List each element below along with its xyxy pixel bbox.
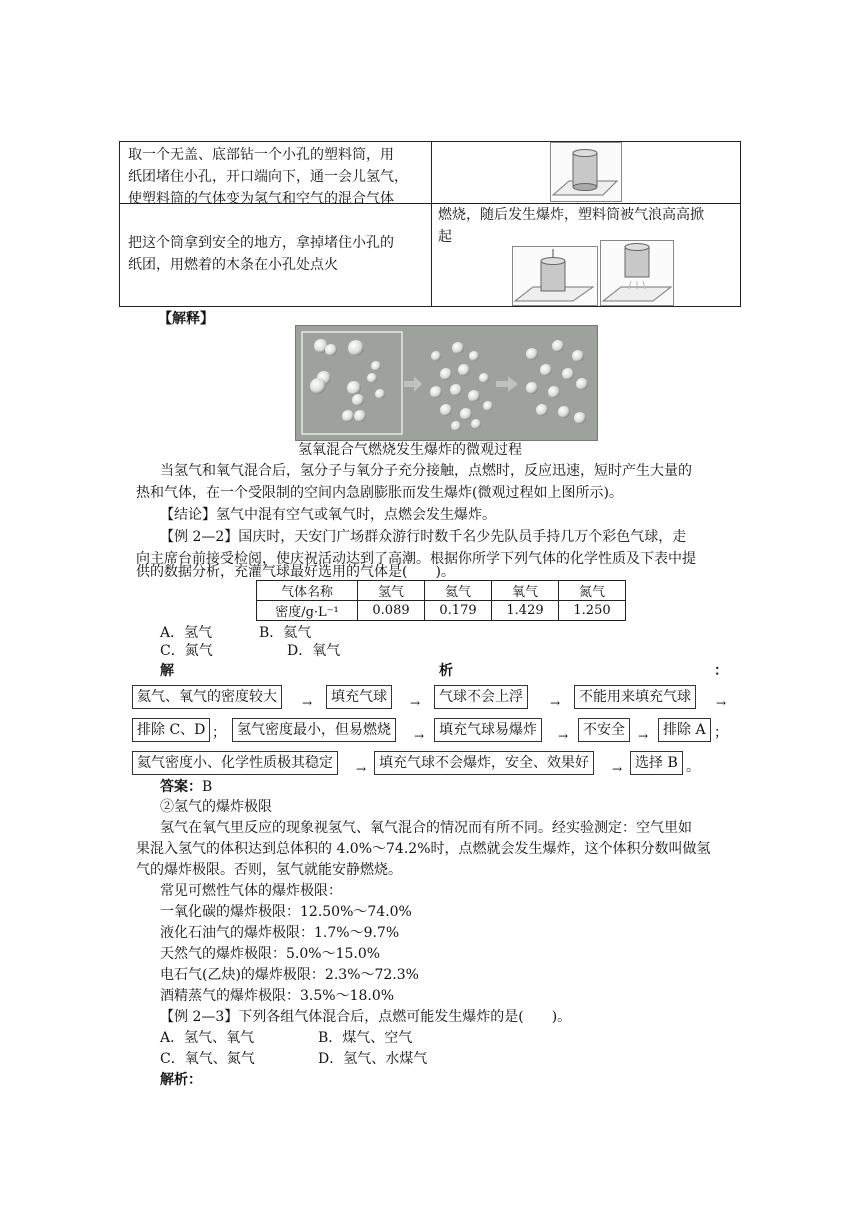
table-header-cell: 气体名称 (257, 581, 358, 601)
arrow-icon: → (550, 696, 561, 710)
example-3: 【例 2—3】下列各组气体混合后，点燃可能发生爆炸的是( )。 (160, 1009, 572, 1025)
example-2-line: 【例 2—2】国庆时，天安门广场群众游行时数千名少先队员手持几万个彩色气球，走 (160, 529, 687, 545)
paragraph-line: 当氢气和氧气混合后，氢分子与氧分子充分接触，点燃时，反应迅速，短时产生大量的 (160, 463, 692, 479)
option-b: B．氦气 (259, 625, 312, 641)
limit-item: 酒精蒸气的爆炸极限：3.5%～18.0% (160, 988, 395, 1004)
table-divider (431, 142, 432, 306)
separator: ； (714, 725, 728, 741)
row2-description (128, 232, 394, 276)
flow-box: 氦气、氧气的密度较大 (132, 685, 282, 709)
limit-item: 一氧化碳的爆炸极限：12.50%～74.0% (160, 904, 412, 920)
density-table (256, 580, 626, 621)
option-a: A．氢气 (160, 625, 213, 641)
analysis-label: 解析： (160, 1072, 202, 1088)
table-header-cell: 氧气 (492, 581, 559, 601)
table-cell: 1.250 (559, 601, 626, 621)
flow-box: 选择 B (630, 751, 683, 775)
flow-box: 不安全 (578, 718, 630, 742)
paragraph-line: 果混入氢气的体积达到总体积的 4.0%～74.2%时，点燃就会发生爆炸，这个体积分数叫做氢 (136, 841, 711, 857)
example-2-line: 供的数据分析，充灌气球最好选用的气体是( )。 (136, 564, 455, 580)
table-cell: 0.089 (358, 601, 425, 621)
answer (160, 778, 212, 796)
arrow-icon: → (558, 729, 569, 743)
arrow-icon: → (410, 696, 421, 710)
limit-item: 液化石油气的爆炸极限：1.7%～9.7% (160, 925, 400, 941)
flow-box: 不能用来填充气球 (574, 685, 696, 709)
paragraph-line: 氢气在氧气里反应的现象视氢气、氧气混合的情况而有所不同。经实验测定：空气里如 (160, 820, 692, 836)
text-line: 燃烧，随后发生爆炸，塑料筒被气浪高高掀 (438, 207, 704, 223)
arrow-icon: → (638, 729, 649, 743)
separator: 。 (686, 759, 700, 775)
option-b: B．煤气、空气 (318, 1030, 413, 1046)
flow-box: 排除 C、D (132, 718, 210, 742)
flow-box: 氢气密度最小，但易燃烧 (232, 718, 396, 742)
table-cell: 0.179 (425, 601, 492, 621)
paragraph-line: 热和气体，在一个受限制的空间内急剧膨胀而发生爆炸(微观过程如上图所示)。 (136, 485, 623, 501)
arrow-icon: → (356, 762, 367, 776)
table-header-cell: 氮气 (559, 581, 626, 601)
text-line: 纸团堵住小孔，开口端向下，通一会儿氢气， (128, 169, 408, 185)
option-a: A．氢气、氧气 (160, 1030, 255, 1046)
option-d: D．氧气 (287, 643, 341, 659)
limit-item: 天然气的爆炸极限：5.0%～15.0% (160, 946, 381, 962)
table-cell: 1.429 (492, 601, 559, 621)
table-row (257, 581, 626, 601)
ignition-image (512, 246, 598, 306)
paragraph-line: 气的爆炸极限。否则，氢气就能安静燃烧。 (136, 862, 402, 878)
flow-box: 气球不会上浮 (434, 685, 528, 709)
explain-heading: 【解释】 (158, 311, 214, 327)
option-d: D．氢气、水煤气 (318, 1051, 428, 1067)
table-header-cell: 氦气 (425, 581, 492, 601)
limit-item: 电石气(乙炔)的爆炸极限：2.3%～72.3% (160, 967, 419, 983)
option-c: C．氮气 (160, 643, 213, 659)
explosion-image (600, 240, 674, 306)
answer-value: B (202, 779, 213, 795)
row1-description (128, 144, 408, 210)
option-c: C．氧气、氮气 (160, 1051, 255, 1067)
flow-box: 氦气密度小、化学性质极其稳定 (132, 751, 338, 775)
text-line: 起 (438, 229, 452, 245)
arrow-icon: → (302, 696, 313, 710)
text-line: 使塑料筒的气体变为氢气和空气的混合气体 (128, 191, 394, 207)
micro-process-image (295, 325, 598, 441)
plastic-cylinder-image (550, 142, 622, 202)
experiment-table (119, 141, 741, 307)
answer-label: 答案： (160, 779, 202, 795)
arrow-icon: → (612, 762, 623, 776)
table-row (257, 601, 626, 621)
table-header-cell: 氢气 (358, 581, 425, 601)
flow-box: 填充气球不会爆炸，安全、效果好 (374, 751, 594, 775)
text-line: 取一个无盖、底部钻一个小孔的塑料筒，用 (128, 147, 394, 163)
separator: ； (212, 725, 226, 741)
analysis-label-colon: ： (714, 663, 728, 679)
section-heading: ②氢气的爆炸极限 (160, 799, 272, 815)
analysis-label-xi: 析 (439, 663, 453, 679)
flow-box: 排除 A (658, 718, 711, 742)
arrow-icon: → (716, 696, 727, 710)
example-2-line: 向主席台前接受检阅，使庆祝活动达到了高潮。根据你所学下列气体的化学性质及下表中提 (136, 551, 696, 567)
table-row-label: 密度/g·L⁻¹ (257, 601, 358, 621)
paragraph-line: 常见可燃性气体的爆炸极限： (160, 883, 342, 899)
flow-box: 填充气球 (326, 685, 392, 709)
text-line: 把这个筒拿到安全的地方，拿掉堵住小孔的 (128, 235, 394, 251)
text-line: 纸团，用燃着的木条在小孔处点火 (128, 257, 338, 273)
arrow-icon: → (414, 729, 425, 743)
conclusion: 【结论】氢气中混有空气或氧气时，点燃会发生爆炸。 (160, 507, 496, 523)
flow-box: 填充气球易爆炸 (434, 718, 542, 742)
analysis-label-jie: 解 (160, 663, 174, 679)
figure-caption: 氢氧混合气燃烧发生爆炸的微观过程 (298, 442, 522, 458)
